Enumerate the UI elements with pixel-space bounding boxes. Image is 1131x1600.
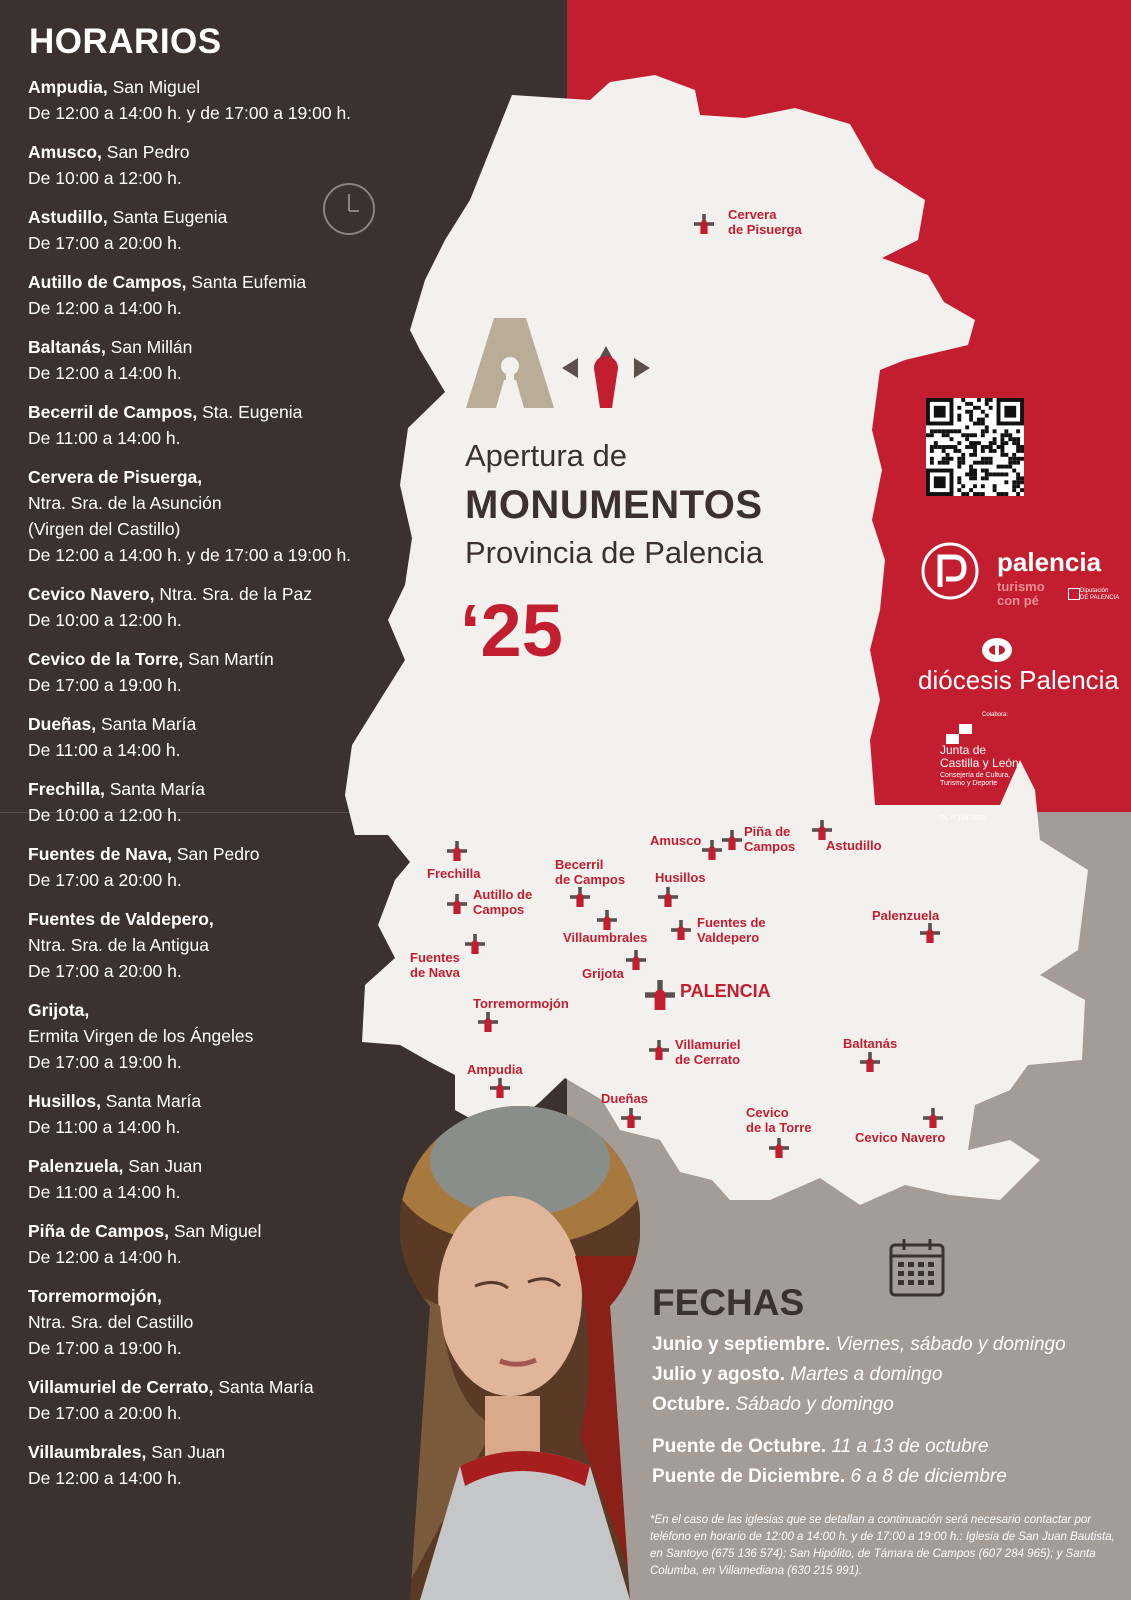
diputacion-icon xyxy=(1068,588,1080,600)
town-name: PALENCIA xyxy=(680,981,771,1001)
saint-portrait-image xyxy=(400,1106,640,1600)
schedule-place: Grijota, xyxy=(28,1000,90,1020)
monument-cross-icon[interactable] xyxy=(597,910,617,930)
schedule-place: Baltanás, xyxy=(28,337,106,357)
palencia-turismo-logo xyxy=(920,541,980,601)
monument-cross-icon[interactable] xyxy=(649,1040,669,1060)
schedule-church: Sta. Eugenia xyxy=(197,402,303,422)
schedule-place: Husillos, xyxy=(28,1091,101,1111)
jcyl-sub-line-2: Turismo y Deporte xyxy=(940,780,998,787)
schedule-entry xyxy=(28,776,418,828)
dates-period: Octubre. xyxy=(652,1394,731,1415)
schedule-church: San Juan xyxy=(123,1156,203,1176)
schedule-church: Santa Eufemia xyxy=(186,272,307,292)
schedule-entry xyxy=(28,74,418,126)
schedule-line: De 17:00 a 19:00 h. xyxy=(28,1052,182,1072)
schedule-entry xyxy=(28,399,418,451)
jcyl-department xyxy=(940,772,1010,788)
year: ‘25 xyxy=(460,589,563,672)
town-name: Torremormojón xyxy=(473,996,569,1011)
town-name-2: de Campos xyxy=(555,872,626,887)
schedule-entry xyxy=(28,1283,418,1361)
town-label xyxy=(697,915,766,945)
qr-code[interactable] xyxy=(926,398,1024,496)
schedule-entry-heading xyxy=(28,399,418,425)
schedule-entry-heading xyxy=(28,1218,418,1244)
diocesis-icon xyxy=(980,636,1014,664)
monument-cross-icon[interactable] xyxy=(490,1078,510,1098)
schedule-line: De 12:00 a 14:00 h. xyxy=(28,363,182,383)
schedule-entry xyxy=(28,646,418,698)
schedule-line: De 17:00 a 20:00 h. xyxy=(28,870,182,890)
town-name-2: Campos xyxy=(473,902,525,917)
schedule-church: San Juan xyxy=(146,1442,226,1462)
monument-cross-icon[interactable] xyxy=(722,830,742,850)
schedule-place: Astudillo, xyxy=(28,207,108,227)
turismo-line-2: con pé xyxy=(997,593,1039,608)
jcyl-line-2: Castilla y León xyxy=(940,756,1019,770)
monument-cross-icon[interactable] xyxy=(570,887,590,907)
town-name-2: Campos xyxy=(744,839,796,854)
schedule-place: Fuentes de Nava, xyxy=(28,844,172,864)
dates-period: Julio y agosto. xyxy=(652,1364,786,1385)
town-label xyxy=(675,1037,741,1067)
diputacion-line-2: DE PALENCIA xyxy=(1080,595,1120,601)
monument-cross-icon[interactable] xyxy=(920,923,940,943)
schedule-title: HORARIOS xyxy=(29,22,222,61)
town-label xyxy=(650,833,701,848)
schedule-place: Palenzuela, xyxy=(28,1156,124,1176)
dates-row xyxy=(652,1390,1122,1420)
schedule-church: Santa María xyxy=(100,1091,202,1111)
dates-row xyxy=(652,1330,1122,1360)
monument-cross-icon[interactable] xyxy=(671,920,691,940)
dates-footnote: *En el caso de las iglesias que se detallan a continuación será necesario contactar por teléfono en horario de 12:00 a 14:00 h. y de 17:00 a 19:00 h.: Iglesia de San Juan Bautista, en Santoyo (675 136 574); San Hipólito, de Támara de Campos (607 284 965); y Santa Columba, en Villamediana (630 215 991). xyxy=(650,1514,1115,1577)
dates-period: Junio y septiembre. xyxy=(652,1334,831,1355)
dates-period: Puente de Octubre. xyxy=(652,1436,827,1457)
schedule-entry-heading xyxy=(28,139,418,165)
monument-cross-icon[interactable] xyxy=(658,887,678,907)
town-label xyxy=(473,996,569,1011)
title-line-1: Apertura de xyxy=(465,438,627,473)
schedule-entry xyxy=(28,581,418,633)
town-name: Frechilla xyxy=(427,866,481,881)
schedule-entry xyxy=(28,269,418,321)
town-name: Amusco xyxy=(650,833,702,848)
monument-cross-icon[interactable] xyxy=(923,1108,943,1128)
town-name: Villamuriel xyxy=(675,1037,741,1052)
schedule-line: (Virgen del Castillo) xyxy=(28,519,181,539)
monument-cross-icon[interactable] xyxy=(447,894,467,914)
schedule-place: Autillo de Campos, xyxy=(28,272,187,292)
town-label xyxy=(655,870,706,885)
town-name: Grijota xyxy=(582,966,624,981)
schedule-line: De 17:00 a 20:00 h. xyxy=(28,1403,182,1423)
schedule-line: De 12:00 a 14:00 h. xyxy=(28,1468,182,1488)
dates-period: Puente de Diciembre. xyxy=(652,1466,846,1487)
schedule-line: De 10:00 a 12:00 h. xyxy=(28,610,182,630)
town-name-2: de la Torre xyxy=(746,1120,812,1135)
schedule-entry-heading xyxy=(28,1088,418,1114)
title-line-2: MONUMENTOS xyxy=(465,483,763,527)
town-name: Becerril xyxy=(555,857,604,872)
schedule-entry xyxy=(28,1153,418,1205)
schedule-entry-heading xyxy=(28,1374,418,1400)
schedule-line: De 17:00 a 19:00 h. xyxy=(28,1338,182,1358)
town-name: Baltanás xyxy=(843,1036,898,1051)
schedule-line: De 17:00 a 19:00 h. xyxy=(28,675,182,695)
schedule-line: De 12:00 a 14:00 h. y de 17:00 a 19:00 h. xyxy=(28,103,352,123)
title-line-3: Provincia de Palencia xyxy=(465,535,764,570)
schedule-line: De 11:00 a 14:00 h. xyxy=(28,1182,181,1202)
monument-cross-icon[interactable] xyxy=(465,934,485,954)
schedule-church: Santa Eugenia xyxy=(107,207,228,227)
town-label xyxy=(582,966,624,981)
schedule-place: Cevico Navero, xyxy=(28,584,155,604)
schedule-line: De 12:00 a 14:00 h. xyxy=(28,1247,182,1267)
town-name: Ampudia xyxy=(467,1062,523,1077)
town-name: Fuentes xyxy=(410,950,460,965)
monument-cross-icon[interactable] xyxy=(860,1052,880,1072)
schedule-entry xyxy=(28,334,418,386)
turismo-tagline xyxy=(997,580,1045,608)
schedule-entry-heading xyxy=(28,711,418,737)
schedule-church: San Miguel xyxy=(169,1221,262,1241)
diputacion-line-1: Diputación xyxy=(1080,588,1109,594)
schedule-entry-heading xyxy=(28,1283,418,1309)
schedule-entry-heading xyxy=(28,776,418,802)
town-label xyxy=(746,1105,812,1135)
schedule-church: San Pedro xyxy=(171,844,260,864)
schedule-line: De 17:00 a 20:00 h. xyxy=(28,233,182,253)
jcyl-line-1: Junta de xyxy=(940,743,987,757)
town-label xyxy=(680,981,771,1001)
schedule-entry-heading xyxy=(28,74,418,100)
schedule-entry xyxy=(28,1218,418,1270)
schedule-line: Ntra. Sra. de la Asunción xyxy=(28,493,222,513)
town-name-2: Valdepero xyxy=(697,930,760,945)
town-name: Fuentes de xyxy=(697,915,766,930)
diocesis-brand: diócesis Palencia xyxy=(918,665,1119,695)
legal-deposit: DL P 114-2025 xyxy=(940,815,987,822)
schedule-place: Frechilla, xyxy=(28,779,105,799)
town-name-2: de Nava xyxy=(410,965,460,980)
schedule-church: San Miguel xyxy=(107,77,201,97)
schedule-place: Fuentes de Valdepero, xyxy=(28,909,214,929)
town-label xyxy=(427,866,480,881)
town-name: Piña de xyxy=(744,824,791,839)
town-name-2: de Pisuerga xyxy=(728,222,802,237)
town-name-2: de Cerrato xyxy=(675,1052,741,1067)
town-label xyxy=(410,950,460,980)
schedule-entry-heading xyxy=(28,269,418,295)
schedule-place: Torremormojón, xyxy=(28,1286,162,1306)
schedule-entry-heading xyxy=(28,1439,418,1465)
dates-title: FECHAS xyxy=(652,1282,805,1323)
schedule-line: Ermita Virgen de los Ángeles xyxy=(28,1026,254,1046)
monument-cross-icon[interactable] xyxy=(769,1138,789,1158)
schedule-entry-heading xyxy=(28,581,418,607)
dates-days: Viernes, sábado y domingo xyxy=(830,1334,1066,1355)
jcyl-sub-line-1: Consejería de Cultura, xyxy=(940,772,1011,779)
schedule-line: De 11:00 a 14:00 h. xyxy=(28,740,181,760)
schedule-place: Becerril de Campos, xyxy=(28,402,198,422)
schedule-place: Piña de Campos, xyxy=(28,1221,170,1241)
town-name: Cevico Navero xyxy=(855,1130,946,1145)
schedule-line: De 10:00 a 12:00 h. xyxy=(28,168,182,188)
schedule-line: De 12:00 a 14:00 h. y de 17:00 a 19:00 h. xyxy=(28,545,352,565)
schedule-church: Ntra. Sra. de la Paz xyxy=(154,584,313,604)
schedule-entry xyxy=(28,997,418,1075)
diputacion-label xyxy=(1080,588,1119,602)
town-name: Villaumbrales xyxy=(563,930,648,945)
schedule-place: Ampudia, xyxy=(28,77,108,97)
schedule-entry-heading xyxy=(28,464,418,490)
town-label xyxy=(467,1062,523,1077)
monument-cross-icon[interactable] xyxy=(447,841,467,861)
town-label xyxy=(872,908,939,923)
clock-icon xyxy=(321,181,377,237)
schedule-entry-heading xyxy=(28,334,418,360)
schedule-place: Villamuriel de Cerrato, xyxy=(28,1377,214,1397)
town-label xyxy=(843,1036,897,1051)
town-label xyxy=(826,838,882,853)
town-label xyxy=(744,824,795,854)
schedule-line: Ntra. Sra. del Castillo xyxy=(28,1312,194,1332)
palencia-brand: palencia xyxy=(997,547,1102,577)
schedule-church: San Millán xyxy=(105,337,193,357)
schedule-church: Santa María xyxy=(213,1377,314,1397)
schedule-line: De 11:00 a 14:00 h. xyxy=(28,428,181,448)
schedule-place: Amusco, xyxy=(28,142,102,162)
town-name: Cevico xyxy=(746,1105,789,1120)
schedule-line: De 10:00 a 12:00 h. xyxy=(28,805,182,825)
jcyl-brand xyxy=(940,744,1019,770)
schedule-place: Dueñas, xyxy=(28,714,97,734)
schedule-place: Cevico de la Torre, xyxy=(28,649,184,669)
dates-days: Martes a domingo xyxy=(785,1364,943,1385)
monumentos-logo xyxy=(466,318,676,423)
dates-days: 6 a 8 de diciembre xyxy=(845,1466,1007,1487)
schedule-line: De 11:00 a 14:00 h. xyxy=(28,1117,181,1137)
town-name: Astudillo xyxy=(826,838,882,853)
schedule-entry xyxy=(28,464,418,568)
town-label xyxy=(555,857,625,887)
dates-row xyxy=(652,1360,1122,1390)
dates-row xyxy=(652,1462,1122,1492)
monument-cross-icon[interactable] xyxy=(694,214,714,234)
schedule-church: Santa María xyxy=(104,779,206,799)
schedule-entry xyxy=(28,1088,418,1140)
monument-cross-icon[interactable] xyxy=(478,1012,498,1032)
dates-row xyxy=(652,1432,1122,1462)
monument-cross-icon[interactable] xyxy=(645,980,675,1010)
schedule-entry xyxy=(28,1439,418,1491)
dates-days: Sábado y domingo xyxy=(730,1394,894,1415)
monument-cross-icon[interactable] xyxy=(626,950,646,970)
schedule-entry-heading xyxy=(28,841,418,867)
turismo-line-1: turismo xyxy=(997,579,1045,594)
schedule-entry xyxy=(28,841,418,893)
monument-cross-icon[interactable] xyxy=(812,820,832,840)
schedule-church: Santa María xyxy=(96,714,197,734)
schedule-entry-heading xyxy=(28,997,418,1023)
schedule-line: De 17:00 a 20:00 h. xyxy=(28,961,182,981)
schedule-entry-heading xyxy=(28,1153,418,1179)
schedule-place: Villaumbrales, xyxy=(28,1442,147,1462)
monument-cross-icon[interactable] xyxy=(702,840,722,860)
town-name: Palenzuela xyxy=(872,908,940,923)
colabora-label: Colabora: xyxy=(982,712,1009,718)
town-label xyxy=(728,207,802,237)
town-label xyxy=(855,1130,945,1145)
town-name: Autillo de xyxy=(473,887,533,902)
schedule-entry xyxy=(28,711,418,763)
town-label xyxy=(473,887,532,917)
schedule-entry-heading xyxy=(28,906,418,932)
dates-list xyxy=(652,1330,1122,1492)
town-name: Cervera xyxy=(728,207,777,222)
town-label xyxy=(601,1091,648,1106)
calendar-icon xyxy=(888,1236,946,1298)
schedule-line: De 12:00 a 14:00 h. xyxy=(28,298,182,318)
town-name: Husillos xyxy=(655,870,706,885)
schedule-place: Cervera de Pisuerga, xyxy=(28,467,203,487)
schedule-church: San Martín xyxy=(183,649,274,669)
schedule-church: San Pedro xyxy=(101,142,190,162)
schedule-entry xyxy=(28,1374,418,1426)
schedule-line: Ntra. Sra. de la Antigua xyxy=(28,935,209,955)
dates-days: 11 a 13 de octubre xyxy=(826,1436,989,1457)
schedule-list xyxy=(28,74,418,1504)
town-label xyxy=(563,930,647,945)
schedule-entry xyxy=(28,906,418,984)
town-name: Dueñas xyxy=(601,1091,648,1106)
schedule-entry-heading xyxy=(28,646,418,672)
